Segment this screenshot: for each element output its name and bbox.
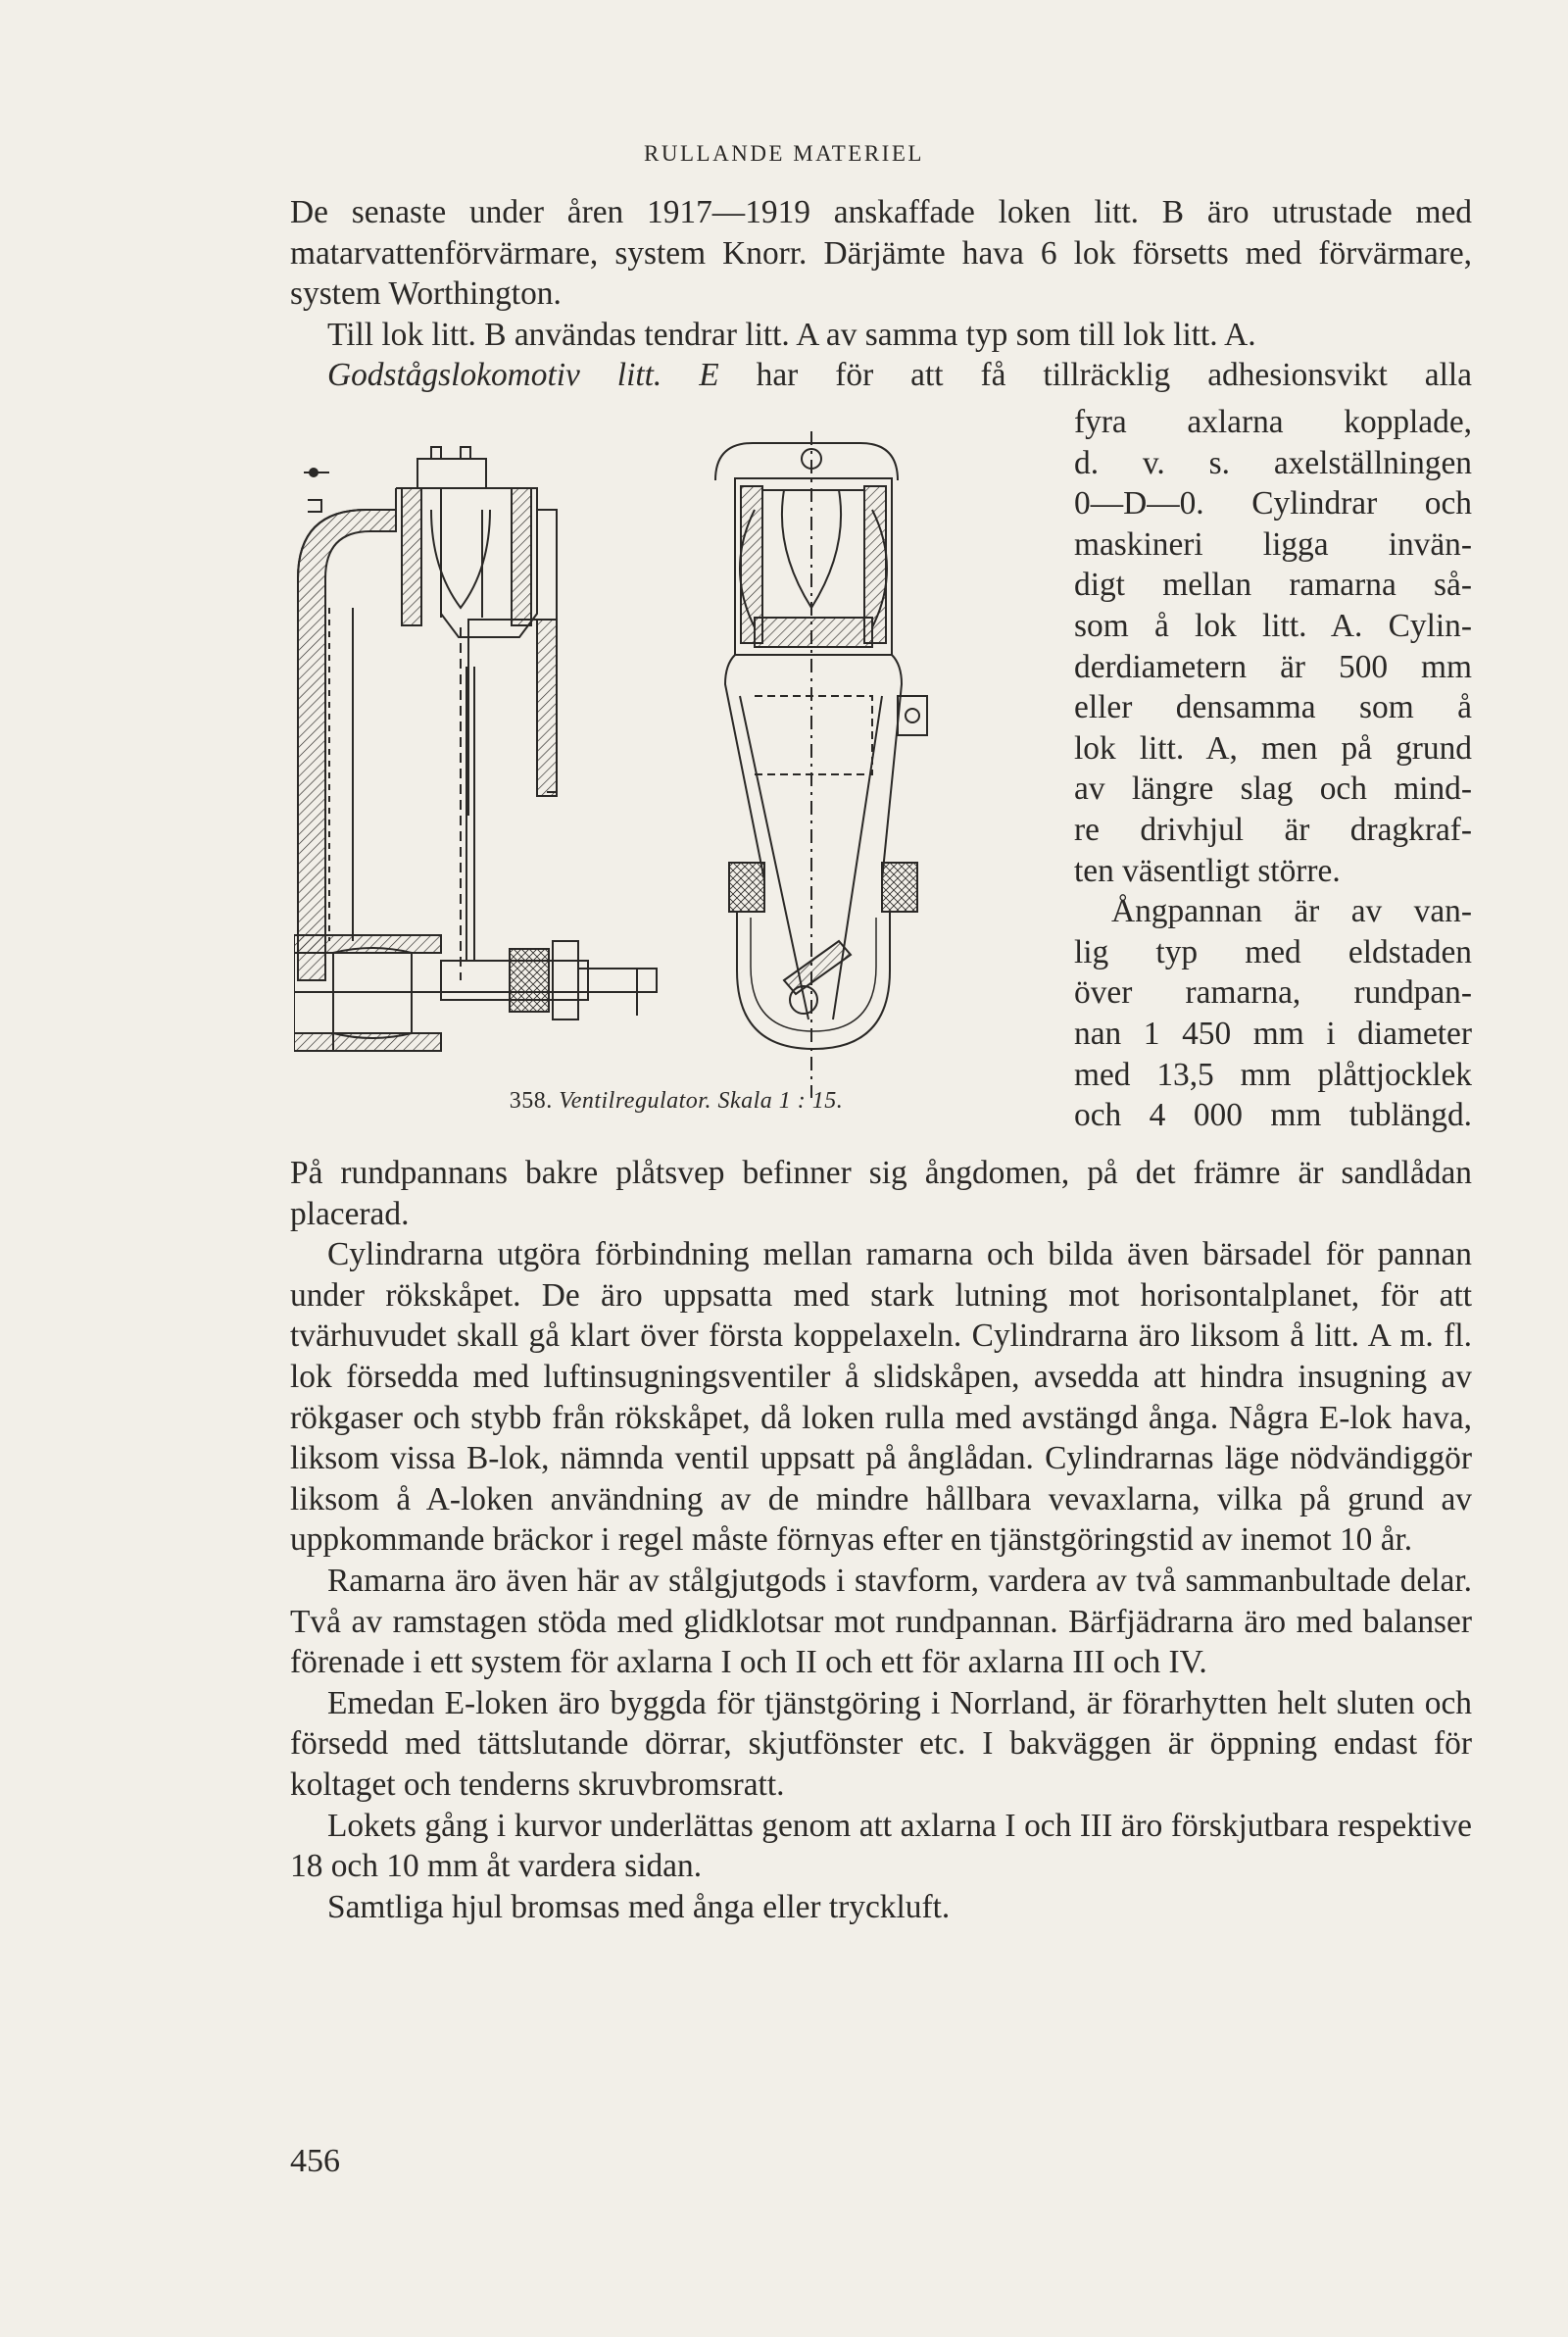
figure-scale-value: 1 : 15. (778, 1088, 844, 1114)
paragraph-godstag (290, 355, 1472, 396)
rc2-line-2: över ramarna, rundpan- (1074, 974, 1472, 1012)
lower-paragraph-1: Cylindrarna utgöra förbindning mellan ramarna och bilda även bärsadel för pannan under rökskåpet. De äro uppsatta med stark lutning mot horisontalplanet, för att tvärhuvudet skall gå klart över första koppelaxeln. Cylindrarna äro liksom å litt. A m. fl. lok försedda med luftinsugningsventiler å slidskåpen, avsedda att hindra insugning av rökgaser och stybb från rökskåpet, då loken rulla med avstängd ånga. Några E-lok hava, liksom vissa B-lok, nämnda ventil uppsatt på ånglådan. Cylindrarnas läge nödvändiggör liksom å A-loken användning av de mindre hållbara vevaxlarna, vilka på grund av uppkommande bräckor i regel måste förnyas efter en tjänstgöringstid av inemot 10 år. (290, 1236, 1472, 1559)
rc-line-9: av längre slag och mind- (1074, 771, 1472, 808)
paragraph-1: De senaste under åren 1917—1919 anskaffade loken litt. B äro utrustade med matarvattenförvärmare, system Knorr. Därjämte hava 6 lok försetts med förvärmare, system Worthington. (290, 194, 1472, 313)
rc-line-4: digt mellan ramarna så- (1074, 567, 1472, 604)
rc2-line-4: med 13,5 mm plåttjocklek (1074, 1056, 1472, 1093)
left-view (294, 447, 657, 1051)
right-view (715, 431, 927, 1098)
rc2-line-3: nan 1 450 mm i diameter (1074, 1015, 1472, 1052)
figure-title: Ventilregulator. (559, 1088, 711, 1114)
running-header: RULLANDE MATERIEL (644, 141, 924, 166)
lower-text (290, 1153, 1472, 1927)
rc-line-10: re drivhjul är dragkraf- (1074, 811, 1472, 848)
lower-paragraph-0: På rundpannans bakre plåtsvep befinner sig ångdomen, på det främre är sandlådan placerad. (290, 1155, 1472, 1232)
rc2-line-0: Ångpannan är av van- (1111, 893, 1472, 930)
rc-line-0: fyra axlarna kopplade, (1074, 404, 1472, 440)
godstag-italic-letter: E (699, 357, 719, 394)
figure-number: 358. (509, 1088, 553, 1114)
rc-line-1: d. v. s. axelställningen (1074, 444, 1472, 481)
rc-line-2: 0—D—0. Cylindrar och (1074, 485, 1472, 522)
rc-line-7: eller densamma som å (1074, 689, 1472, 726)
page-number: 456 (290, 2143, 340, 2179)
right-column-text (1074, 402, 1472, 1136)
godstag-italic-lead: Godstågslokomotiv litt. (327, 357, 662, 394)
rc-line-5: som å lok litt. A. Cylin- (1074, 607, 1472, 644)
figure-caption (294, 1088, 1058, 1115)
paragraph-2: Till lok litt. B användas tendrar litt. A av samma typ som till lok litt. A. (327, 316, 1256, 353)
rc-line-3: maskineri ligga invän- (1074, 525, 1472, 563)
lower-paragraph-5: Samtliga hjul bromsas med ånga eller tryckluft. (327, 1888, 951, 1925)
top-text (290, 192, 1472, 396)
figure-scale-label: Skala (717, 1088, 773, 1114)
rc-line-6: derdiametern är 500 mm (1074, 648, 1472, 685)
valve-regulator-drawing (294, 431, 1058, 1098)
rc2-line-5: och 4 000 mm tublängd. (1074, 1097, 1472, 1134)
lower-paragraph-3: Emedan E-loken äro byggda för tjänstgöring i Norrland, är förarhytten helt sluten och försedd med tättslutande dörrar, skjutfönster etc. I bakväggen är öppning endast för koltaget och tenderns skruvbromsratt. (290, 1684, 1472, 1803)
rc-line-8: lok litt. A, men på grund (1074, 729, 1472, 767)
lower-paragraph-2: Ramarna äro även här av stålgjutgods i stavform, vardera av två sammanbultade delar. Två av ramstagen stöda med glidklotsar mot rundpannan. Bärfjädrarna äro med balanser förenade i ett system för axlarna I och II och ett för axlarna III och IV. (290, 1562, 1472, 1681)
rc2-line-1: lig typ med eldstaden (1074, 933, 1472, 970)
rc-line-11: ten väsentligt större. (1074, 852, 1341, 889)
godstag-rest: har för att få tillräcklig adhesionsvikt alla (756, 357, 1472, 394)
lower-paragraph-4: Lokets gång i kurvor underlättas genom att axlarna I och III äro förskjutbara respektive 18 och 10 mm åt vardera sidan. (290, 1807, 1472, 1885)
